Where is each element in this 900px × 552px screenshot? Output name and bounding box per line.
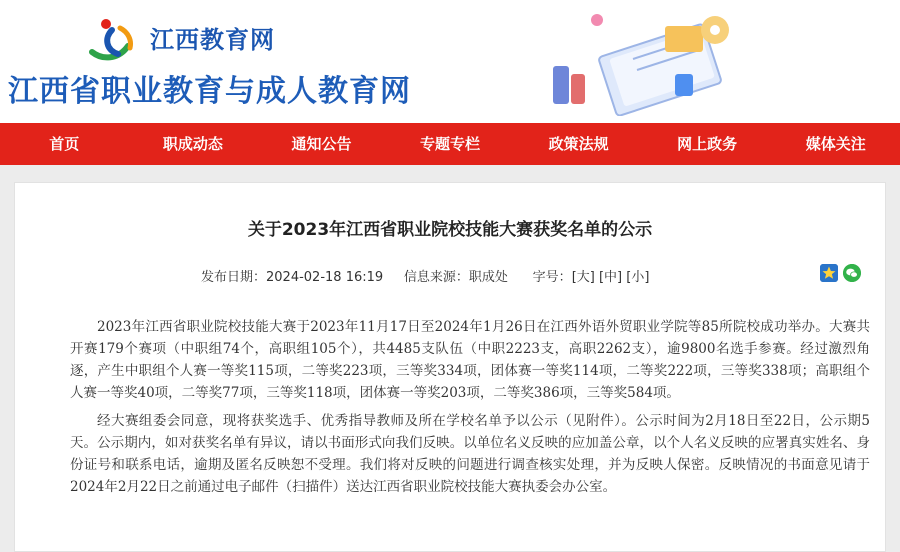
font-small-button[interactable]: [小] xyxy=(626,270,650,285)
source-label: 信息来源： xyxy=(403,270,469,285)
nav-item-notices[interactable]: 通知公告 xyxy=(291,135,352,153)
article-paragraph: 2023年江西省职业院校技能大赛于2023年11月17日至2024年1月26日在江西外语外贸职业学院等85所院校成功举办。大赛共开赛179个赛项（中职组74个，高职组105个），共4485支队伍（中职2223支，高职2262支），逾9800名选手参赛。经过激烈角逐，产生中职组个人赛一等奖115项，二等奖223项，三等奖334项，团体赛一等奖114项，二等奖222项，三等奖338项；高职组个人赛一等奖40项，二等奖77项，三等奖118项，团体赛一等奖203项，二等奖386项，三等奖584项。 xyxy=(70,319,870,401)
site-name[interactable]: 江西教育网 xyxy=(150,26,275,54)
nav-item-home[interactable]: 首页 xyxy=(49,135,80,153)
nav-item-news[interactable]: 职成动态 xyxy=(162,135,223,153)
nav-item-policies[interactable]: 政策法规 xyxy=(548,135,609,153)
wechat-icon[interactable] xyxy=(843,264,861,282)
article-title: 关于2023年江西省职业院校技能大赛获奖名单的公示 xyxy=(247,220,653,240)
source-value: 职成处 xyxy=(468,270,508,285)
font-large-button[interactable]: [大] xyxy=(571,270,595,285)
date-label: 发布日期： xyxy=(201,270,267,285)
article-paragraph: 经大赛组委会同意，现将获奖选手、优秀指导教师及所在学校名单予以公示（见附件）。公示时间为2月18日至22日，公示期5天。公示期内，如对获奖名单有异议，请以书面形式向我们反映。以单位名义反映的应加盖公章，以个人名义反映的应署真实姓名、身份证号和联系电话，逾期及匿名反映恕不受理。我们将对反映的问题进行调查核实处理，并为反映人保密。反映情况的书面意见请于2024年2月22日之前通过电子邮件（扫描件）送达江西省职业院校技能大赛执委会办公室。 xyxy=(70,413,870,495)
site-header xyxy=(0,0,900,123)
font-size-label: 字号： xyxy=(532,270,572,285)
article-meta xyxy=(201,266,649,285)
font-medium-button[interactable]: [中] xyxy=(598,270,623,285)
nav-item-online-services[interactable]: 网上政务 xyxy=(677,135,738,153)
article-body xyxy=(70,316,870,504)
banner-illustration xyxy=(545,4,785,116)
site-title[interactable]: 江西省职业教育与成人教育网 xyxy=(8,74,411,109)
nav-item-topics[interactable]: 专题专栏 xyxy=(420,135,481,153)
jx-logo-icon[interactable] xyxy=(84,16,140,64)
main-nav xyxy=(0,123,900,165)
star-icon[interactable] xyxy=(820,264,838,282)
nav-item-media[interactable]: 媒体关注 xyxy=(805,135,866,153)
publish-date: 2024-02-18 16:19 xyxy=(266,270,384,285)
article-panel xyxy=(14,182,886,552)
